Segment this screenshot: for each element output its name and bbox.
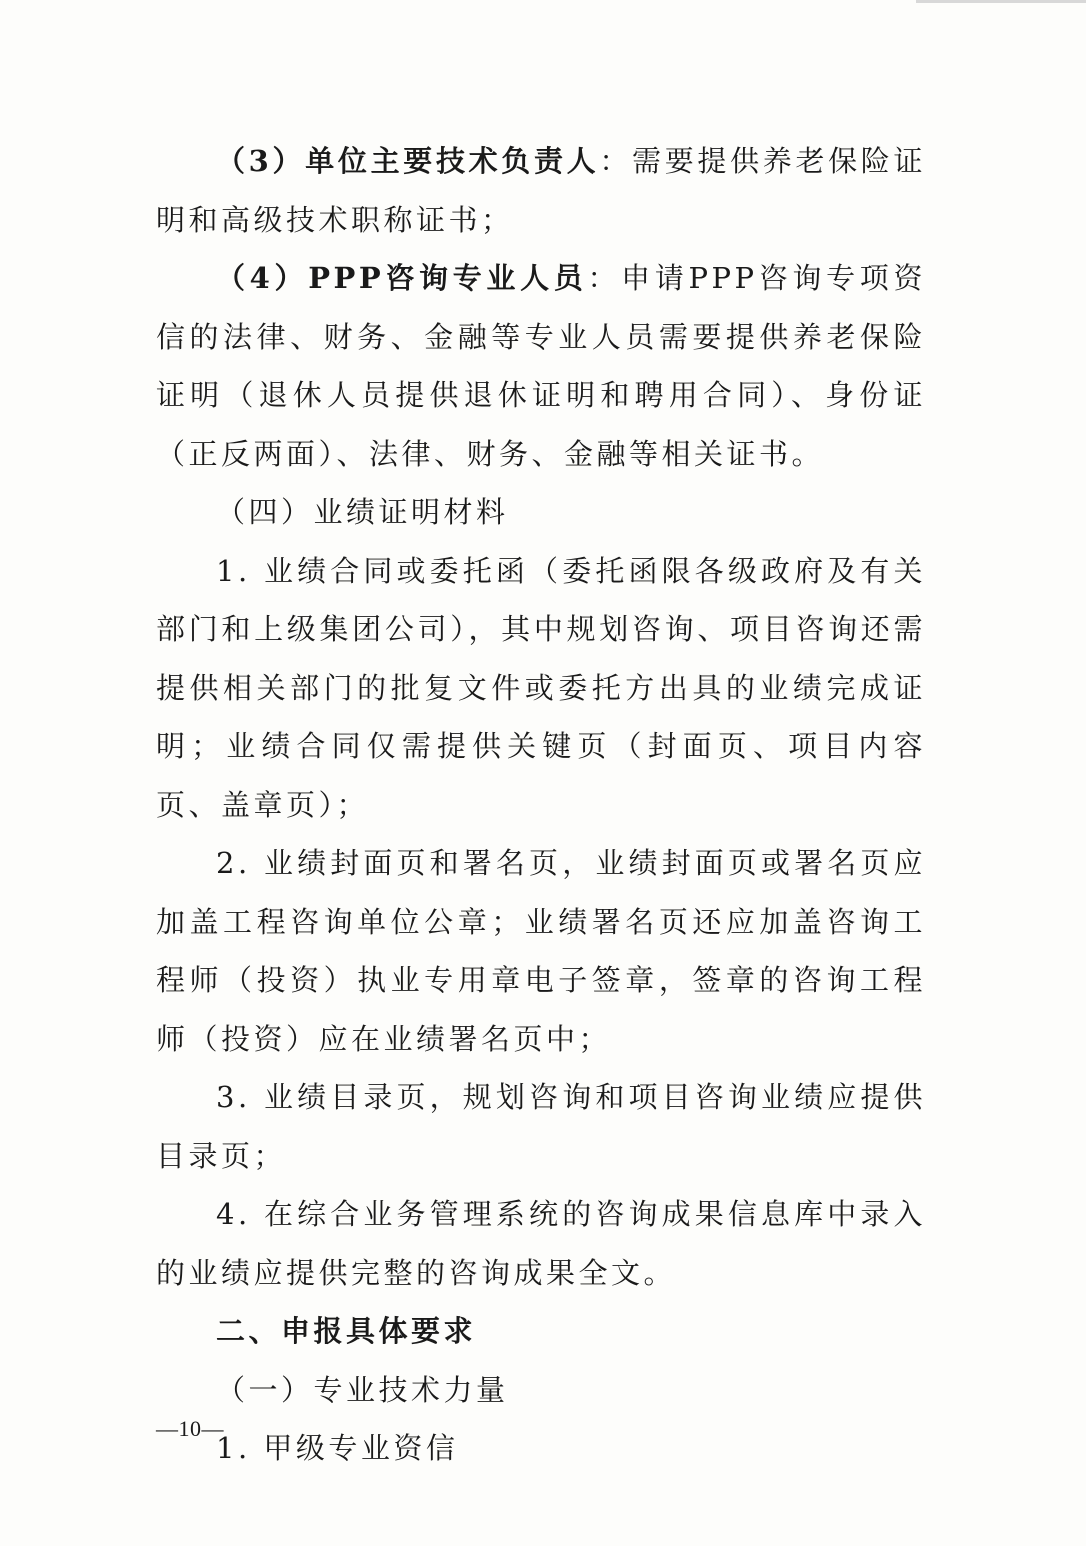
paragraph-text: ：需要提供养老保险证明和高级技术职称证书； (156, 144, 926, 237)
paragraph-ppp-staff (156, 249, 926, 483)
list-item: 4. 在综合业务管理系统的咨询成果信息库中录入的业绩应提供完整的咨询成果全文。 (156, 1197, 926, 1290)
paragraph-text: ：申请PPP咨询专项资信的法律、财务、金融等专业人员需要提供养老保险证明（退休人员提供退休证明和聘用合同）、身份证（正反两面）、法律、财务、金融等相关证书。 (156, 261, 926, 471)
list-item: 2. 业绩封面页和署名页，业绩封面页或署名页应加盖工程咨询单位公章；业绩署名页还应加盖咨询工程师（投资）执业专用章电子签章，签章的咨询工程师（投资）应在业绩署名页中； (156, 846, 926, 1056)
list-item: 3. 业绩目录页，规划咨询和项目咨询业绩应提供目录页； (156, 1080, 926, 1173)
list-item: 1. 业绩合同或委托函（委托函限各级政府及有关部门和上级集团公司），其中规划咨询、项目咨询还需提供相关部门的批复文件或委托方出具的业绩完成证明；业绩合同仅需提供关键页（封面页、项目内容页、盖章页）； (156, 553, 926, 822)
scan-edge-line (916, 0, 1086, 3)
section-heading-requirements: 二、申报具体要求 (216, 1314, 477, 1348)
paragraph-label: （4）PPP咨询专业人员 (216, 261, 588, 295)
subsection-heading-technical-strength: （一）专业技术力量 (216, 1372, 509, 1407)
subsection-item-grade-a: 1. 甲级专业资信 (216, 1431, 459, 1465)
paragraph-technical-lead (156, 132, 926, 249)
page-number: —10— (156, 1416, 224, 1441)
document-body (156, 132, 926, 1478)
section-heading-performance: （四）业绩证明材料 (216, 495, 509, 529)
paragraph-label: （3）单位主要技术负责人 (216, 144, 600, 178)
